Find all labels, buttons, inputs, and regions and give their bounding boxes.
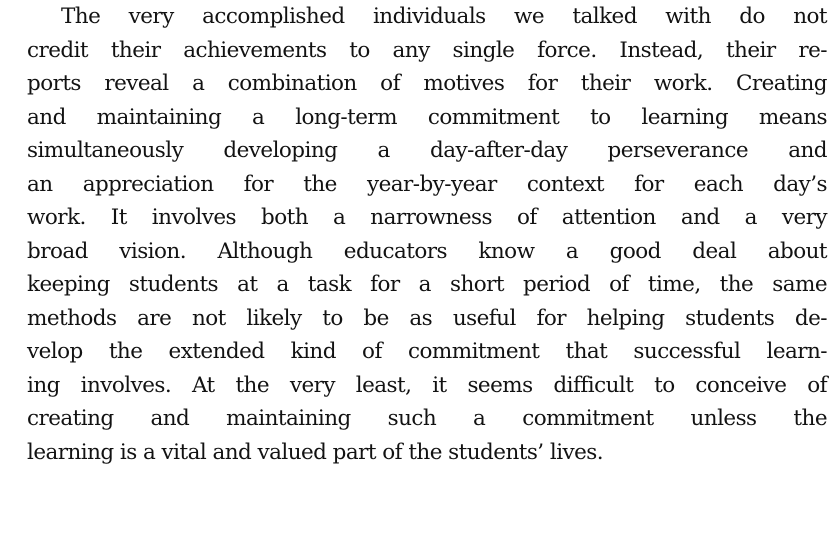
paragraph-line: an appreciation for the year-by-year context for each day’s <box>27 171 827 197</box>
paragraph-line: learning is a vital and valued part of the students’ lives. <box>27 439 604 465</box>
paragraph-line: work. It involves both a narrowness of attention and a very <box>27 205 827 230</box>
paragraph-line: ports reveal a combination of motives for their work. Creating <box>27 71 827 96</box>
paragraph-line: broad vision. Although educators know a good deal about <box>27 238 827 264</box>
body-paragraph <box>27 0 827 469</box>
paragraph-line: velop the extended kind of commitment that successful learn- <box>27 339 827 364</box>
paragraph-line: and maintaining a long-term commitment to learning means <box>27 104 827 130</box>
paragraph-line: methods are not likely to be as useful for helping students de- <box>27 305 827 331</box>
paragraph-line: credit their achievements to any single force. Instead, their re- <box>27 37 827 63</box>
paragraph-line: ing involves. At the very least, it seems difficult to conceive of <box>27 372 827 398</box>
paragraph-line: creating and maintaining such a commitment unless the <box>27 406 827 431</box>
paragraph-line: keeping students at a task for a short period of time, the same <box>27 272 827 297</box>
paragraph-line: The very accomplished individuals we talked with do not <box>61 4 827 29</box>
paragraph-line: simultaneously developing a day-after-day perseverance and <box>27 138 827 163</box>
